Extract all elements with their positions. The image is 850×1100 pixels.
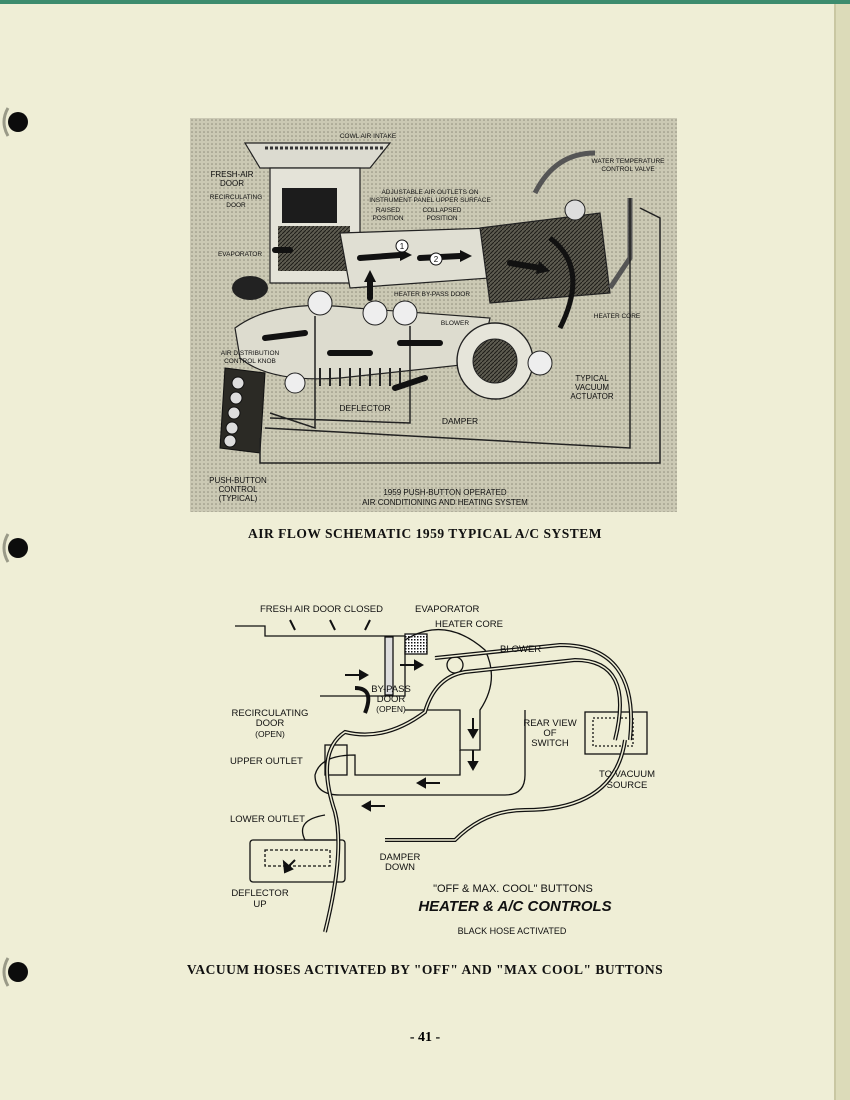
label-cowl-air-intake: COWL AIR INTAKE (339, 133, 397, 140)
page-number: - 41 - (409, 1030, 441, 1045)
label-collapsed-position: COLLAPSED (422, 207, 462, 214)
label-air-distribution-knob: AIR DISTRIBUTION (220, 350, 280, 357)
label-recirculating-door: RECIRCULATING (209, 194, 263, 201)
label-deflector-up: DEFLECTOR (231, 888, 289, 899)
label-heater-core: HEATER CORE (435, 619, 503, 630)
label-adjustable-outlets: INSTRUMENT PANEL UPPER SURFACE (369, 197, 491, 204)
label-rear-view-switch: SWITCH (531, 738, 569, 749)
label-deflector: DEFLECTOR (339, 403, 391, 413)
flow-marker-1: 1 (399, 242, 405, 251)
label-recirculating-door: DOOR (255, 718, 285, 729)
flow-marker-2: 2 (433, 255, 439, 264)
label-adjustable-outlets: ADJUSTABLE AIR OUTLETS ON (381, 189, 479, 196)
label-upper-outlet: UPPER OUTLET (230, 756, 303, 767)
label-bypass-door: (OPEN) (376, 704, 406, 714)
label-lower-outlet: LOWER OUTLET (230, 814, 305, 825)
label-water-temp: WATER TEMPERATURE (591, 158, 665, 165)
label-water-temp: CONTROL VALVE (601, 166, 655, 173)
label-vacuum-actuator: VACUUM (574, 383, 610, 392)
label-evaporator: EVAPORATOR (415, 604, 480, 615)
label-heater-core: HEATER CORE (593, 313, 641, 320)
label-collapsed-position: POSITION (426, 215, 458, 222)
label-recirculating-door: (OPEN) (255, 729, 285, 739)
label-to-vacuum-source: TO VACUUM (598, 769, 656, 780)
label-damper-down: DAMPER (379, 852, 421, 863)
label-raised-position: POSITION (372, 215, 404, 222)
label-blower: BLOWER (440, 320, 470, 327)
label-vacuum-actuator: TYPICAL (575, 374, 609, 383)
vacuum-hose-schematic (225, 600, 665, 940)
heater-ac-controls-title: HEATER & A/C CONTROLS (418, 898, 612, 915)
label-raised-position: RAISED (375, 207, 401, 214)
label-rear-view-switch: OF (543, 728, 557, 739)
figure-caption-airflow: AIR FLOW SCHEMATIC 1959 TYPICAL A/C SYSTEM (247, 526, 603, 541)
label-off-max-cool-buttons: "OFF & MAX. COOL" BUTTONS (433, 883, 593, 895)
label-blower: BLOWER (500, 644, 542, 655)
figure-caption-vacuum-hoses: VACUUM HOSES ACTIVATED BY "OFF" AND "MAX COOL" BUTTONS (186, 962, 664, 977)
figure-title: AIR CONDITIONING AND HEATING SYSTEM (362, 498, 528, 507)
label-deflector-up: UP (253, 899, 267, 910)
label-bypass-door: BY-PASS (371, 684, 411, 695)
label-air-distribution-knob: CONTROL KNOB (224, 358, 276, 365)
label-rear-view-switch: REAR VIEW (523, 718, 577, 729)
label-vacuum-actuator: ACTUATOR (570, 392, 614, 401)
label-fresh-air-door: FRESH-AIR (210, 170, 254, 179)
label-black-hose-activated: BLACK HOSE ACTIVATED (457, 926, 567, 936)
label-fresh-air-door: DOOR (220, 179, 244, 188)
label-to-vacuum-source: SOURCE (606, 780, 648, 791)
figure-title: 1959 PUSH-BUTTON OPERATED (383, 488, 507, 497)
label-push-button-control: CONTROL (218, 485, 258, 494)
label-fresh-air-door-closed: FRESH AIR DOOR CLOSED (260, 604, 383, 615)
label-push-button-control: (TYPICAL) (218, 494, 258, 503)
label-damper-down: DOWN (384, 862, 416, 873)
label-damper: DAMPER (441, 416, 479, 426)
label-heater-bypass-door: HEATER BY-PASS DOOR (393, 291, 471, 298)
ac-system-cutaway-illustration (190, 118, 677, 512)
label-recirculating-door: RECIRCULATING (231, 708, 309, 719)
binder-hole (0, 98, 42, 146)
label-evaporator: EVAPORATOR (217, 251, 263, 258)
label-push-button-control: PUSH-BUTTON (209, 476, 267, 485)
label-recirculating-door: DOOR (226, 202, 246, 209)
label-bypass-door: DOOR (376, 694, 406, 705)
